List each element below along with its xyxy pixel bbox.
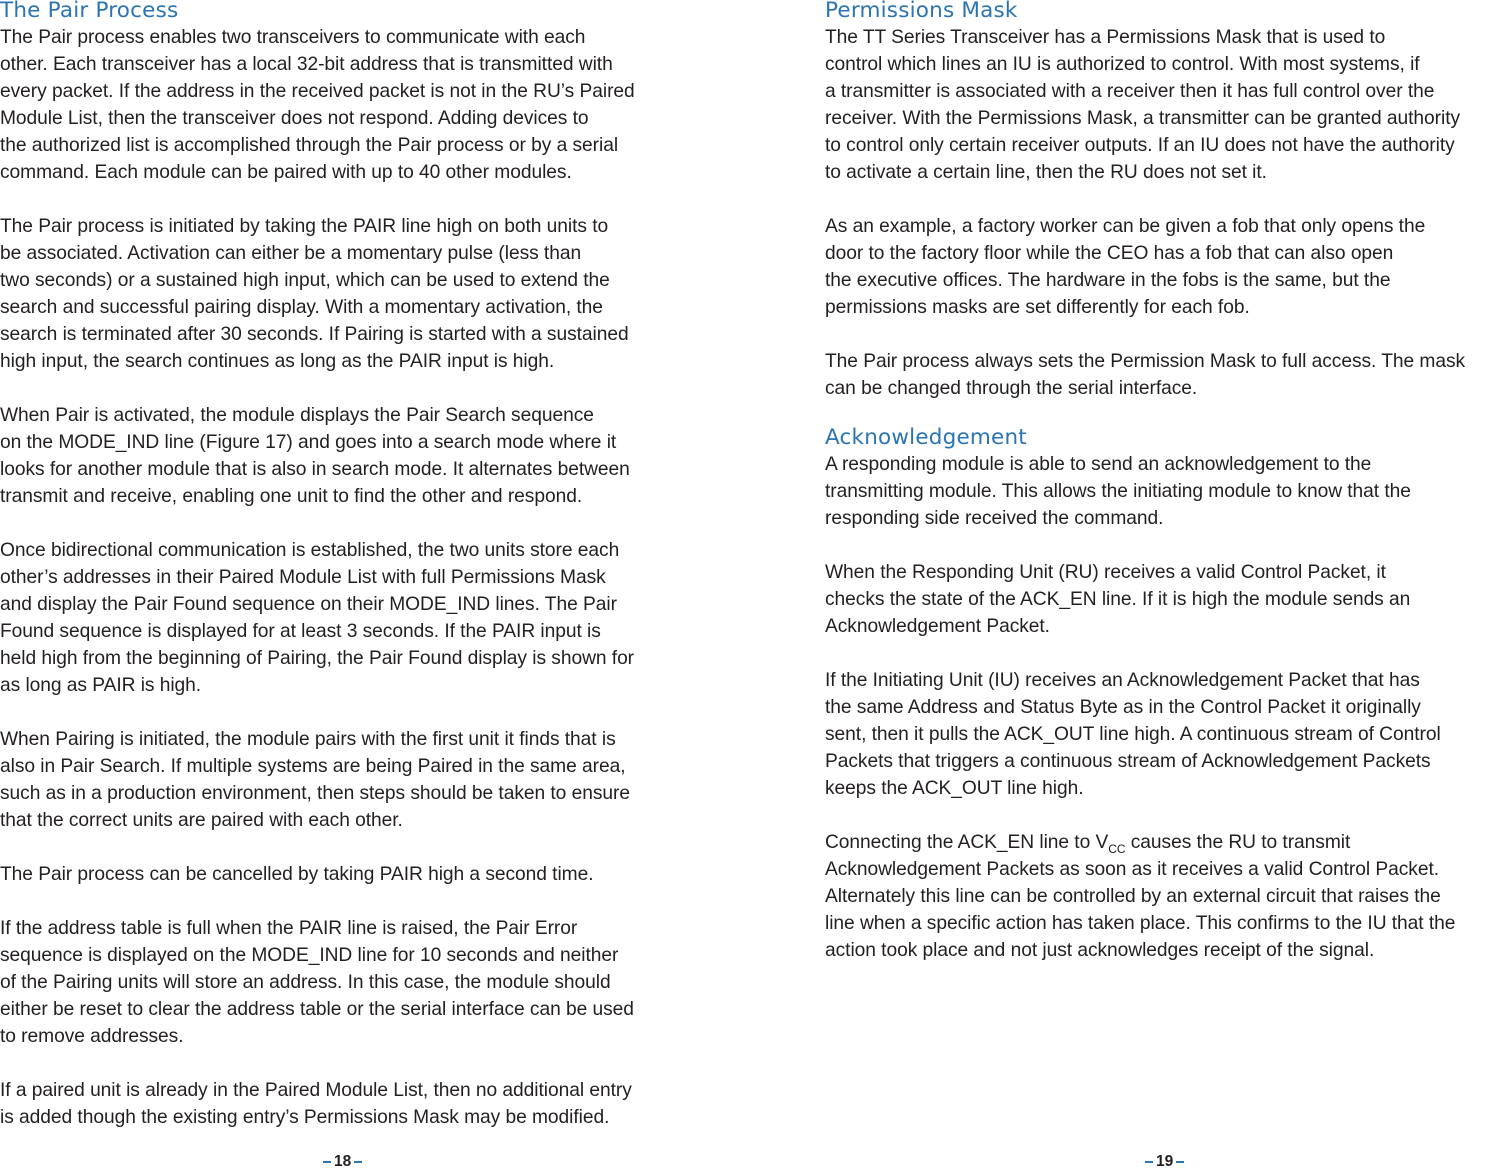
text-line: If a paired unit is already in the Paired Module List, then no additional entry bbox=[0, 1080, 632, 1101]
paragraph bbox=[825, 667, 1500, 802]
text-line: The Pair process can be cancelled by taking PAIR high a second time. bbox=[0, 864, 594, 885]
text-line: the executive offices. The hardware in the fobs is the same, but the bbox=[825, 270, 1391, 291]
text-line: responding side received the command. bbox=[825, 508, 1164, 529]
right-page bbox=[825, 0, 1500, 964]
text-line: is added though the existing entry’s Permissions Mask may be modified. bbox=[0, 1107, 610, 1128]
text-line: be associated. Activation can either be a momentary pulse (less than bbox=[0, 243, 582, 264]
pair-process-heading: The Pair Process bbox=[0, 0, 179, 23]
vcc-paragraph bbox=[825, 829, 1500, 964]
text-line: A responding module is able to send an acknowledgement to the bbox=[825, 454, 1372, 475]
text-line: to remove addresses. bbox=[0, 1026, 184, 1047]
text-line: of the Pairing units will store an address. In this case, the module should bbox=[0, 972, 611, 993]
text-line: keeps the ACK_OUT line high. bbox=[825, 778, 1084, 799]
page-number-left bbox=[320, 1152, 365, 1172]
text-line: As an example, a factory worker can be given a fob that only opens the bbox=[825, 216, 1426, 237]
text-line: either be reset to clear the address table or the serial interface can be used bbox=[0, 999, 634, 1020]
text-line: control which lines an IU is authorized to control. With most systems, if bbox=[825, 54, 1420, 75]
text-line: The Pair process always sets the Permission Mask to full access. The mask bbox=[825, 351, 1466, 372]
text-line: line when a specific action has taken place. This confirms to the IU that the bbox=[825, 913, 1456, 934]
acknowledgement-body bbox=[825, 451, 1500, 964]
text-line: other’s addresses in their Paired Module List with full Permissions Mask bbox=[0, 567, 606, 588]
text-line: Acknowledgement Packet. bbox=[825, 616, 1050, 637]
text-line: search is terminated after 30 seconds. If Pairing is started with a sustained bbox=[0, 324, 629, 345]
text-line: The TT Series Transceiver has a Permissions Mask that is used to bbox=[825, 27, 1386, 48]
page-number-right bbox=[1142, 1152, 1187, 1172]
text-line: as long as PAIR is high. bbox=[0, 675, 202, 696]
text-line: When the Responding Unit (RU) receives a valid Control Packet, it bbox=[825, 562, 1386, 583]
text-line: Acknowledgement Packets as soon as it receives a valid Control Packet. bbox=[825, 859, 1440, 880]
page-number-text: 18 bbox=[334, 1153, 352, 1170]
permissions-mask-body bbox=[825, 24, 1500, 402]
text-line: sequence is displayed on the MODE_IND line for 10 seconds and neither bbox=[0, 945, 619, 966]
paragraph bbox=[0, 1077, 680, 1131]
paragraph bbox=[0, 861, 680, 888]
text-line: every packet. If the address in the received packet is not in the RU’s Paired bbox=[0, 81, 635, 102]
left-page bbox=[0, 0, 680, 1131]
text-line: door to the factory floor while the CEO has a fob that can also open bbox=[825, 243, 1394, 264]
page-number-dash bbox=[1176, 1161, 1184, 1163]
text-line: high input, the search continues as long as the PAIR input is high. bbox=[0, 351, 555, 372]
text-line: other. Each transceiver has a local 32-bit address that is transmitted with bbox=[0, 54, 613, 75]
page-number-text: 19 bbox=[1156, 1153, 1174, 1170]
vcc-subscript: CC bbox=[1108, 842, 1126, 856]
text-line: search and successful pairing display. With a momentary activation, the bbox=[0, 297, 603, 318]
text-line: two seconds) or a sustained high input, which can be used to extend the bbox=[0, 270, 610, 291]
text-line: Alternately this line can be controlled by an external circuit that raises the bbox=[825, 886, 1441, 907]
text-line: the authorized list is accomplished through the Pair process or by a serial bbox=[0, 135, 619, 156]
acknowledgement-heading: Acknowledgement bbox=[825, 425, 1027, 450]
paragraph bbox=[825, 348, 1500, 402]
page-number-dash bbox=[323, 1161, 331, 1163]
page-number-dash bbox=[1145, 1161, 1153, 1163]
text-line: to activate a certain line, then the RU does not set it. bbox=[825, 162, 1267, 183]
text-line bbox=[825, 829, 1500, 856]
text-line: looks for another module that is also in search mode. It alternates between bbox=[0, 459, 630, 480]
permissions-mask-heading: Permissions Mask bbox=[825, 0, 1018, 23]
text-line: also in Pair Search. If multiple systems are being Paired in the same area, bbox=[0, 756, 626, 777]
vcc-text-after: causes the RU to transmit bbox=[1125, 832, 1351, 853]
left-body bbox=[0, 24, 680, 1131]
paragraph bbox=[825, 451, 1500, 532]
text-line: When Pair is activated, the module displays the Pair Search sequence bbox=[0, 405, 594, 426]
paragraph bbox=[0, 213, 680, 375]
text-line: a transmitter is associated with a receiver then it has full control over the bbox=[825, 81, 1435, 102]
text-line: receiver. With the Permissions Mask, a transmitter can be granted authority bbox=[825, 108, 1461, 129]
page-number-dash bbox=[354, 1161, 362, 1163]
text-line: action took place and not just acknowledges receipt of the signal. bbox=[825, 940, 1375, 961]
text-line: transmit and receive, enabling one unit to find the other and respond. bbox=[0, 486, 583, 507]
text-line: Found sequence is displayed for at least 3 seconds. If the PAIR input is bbox=[0, 621, 601, 642]
text-line: Module List, then the transceiver does not respond. Adding devices to bbox=[0, 108, 589, 129]
text-line: When Pairing is initiated, the module pairs with the first unit it finds that is bbox=[0, 729, 616, 750]
text-line: such as in a production environment, then steps should be taken to ensure bbox=[0, 783, 630, 804]
text-line: transmitting module. This allows the initiating module to know that the bbox=[825, 481, 1411, 502]
text-line: Once bidirectional communication is established, the two units store each bbox=[0, 540, 620, 561]
paragraph bbox=[0, 537, 680, 699]
paragraph bbox=[0, 24, 680, 186]
text-line: sent, then it pulls the ACK_OUT line high. A continuous stream of Control bbox=[825, 724, 1441, 745]
vcc-text-before: Connecting the ACK_EN line to V bbox=[825, 832, 1109, 853]
paragraph bbox=[825, 24, 1500, 186]
text-line: permissions masks are set differently for each fob. bbox=[825, 297, 1250, 318]
text-line: If the address table is full when the PAIR line is raised, the Pair Error bbox=[0, 918, 578, 939]
text-line: If the Initiating Unit (IU) receives an Acknowledgement Packet that has bbox=[825, 670, 1420, 691]
text-line: to control only certain receiver outputs. If an IU does not have the authority bbox=[825, 135, 1455, 156]
text-line: on the MODE_IND line (Figure 17) and goes into a search mode where it bbox=[0, 432, 617, 453]
text-line: The Pair process is initiated by taking the PAIR line high on both units to bbox=[0, 216, 609, 237]
paragraph bbox=[0, 915, 680, 1050]
paragraph bbox=[825, 213, 1500, 321]
text-line: Packets that triggers a continuous stream of Acknowledgement Packets bbox=[825, 751, 1431, 772]
text-line: The Pair process enables two transceivers to communicate with each bbox=[0, 27, 586, 48]
text-line: checks the state of the ACK_EN line. If it is high the module sends an bbox=[825, 589, 1411, 610]
text-line: that the correct units are paired with each other. bbox=[0, 810, 403, 831]
text-line: held high from the beginning of Pairing, the Pair Found display is shown for bbox=[0, 648, 635, 669]
paragraph bbox=[0, 402, 680, 510]
text-line: command. Each module can be paired with up to 40 other modules. bbox=[0, 162, 572, 183]
text-line: and display the Pair Found sequence on their MODE_IND lines. The Pair bbox=[0, 594, 617, 615]
text-line: can be changed through the serial interface. bbox=[825, 378, 1198, 399]
text-line: the same Address and Status Byte as in the Control Packet it originally bbox=[825, 697, 1421, 718]
paragraph bbox=[0, 726, 680, 834]
paragraph bbox=[825, 559, 1500, 640]
